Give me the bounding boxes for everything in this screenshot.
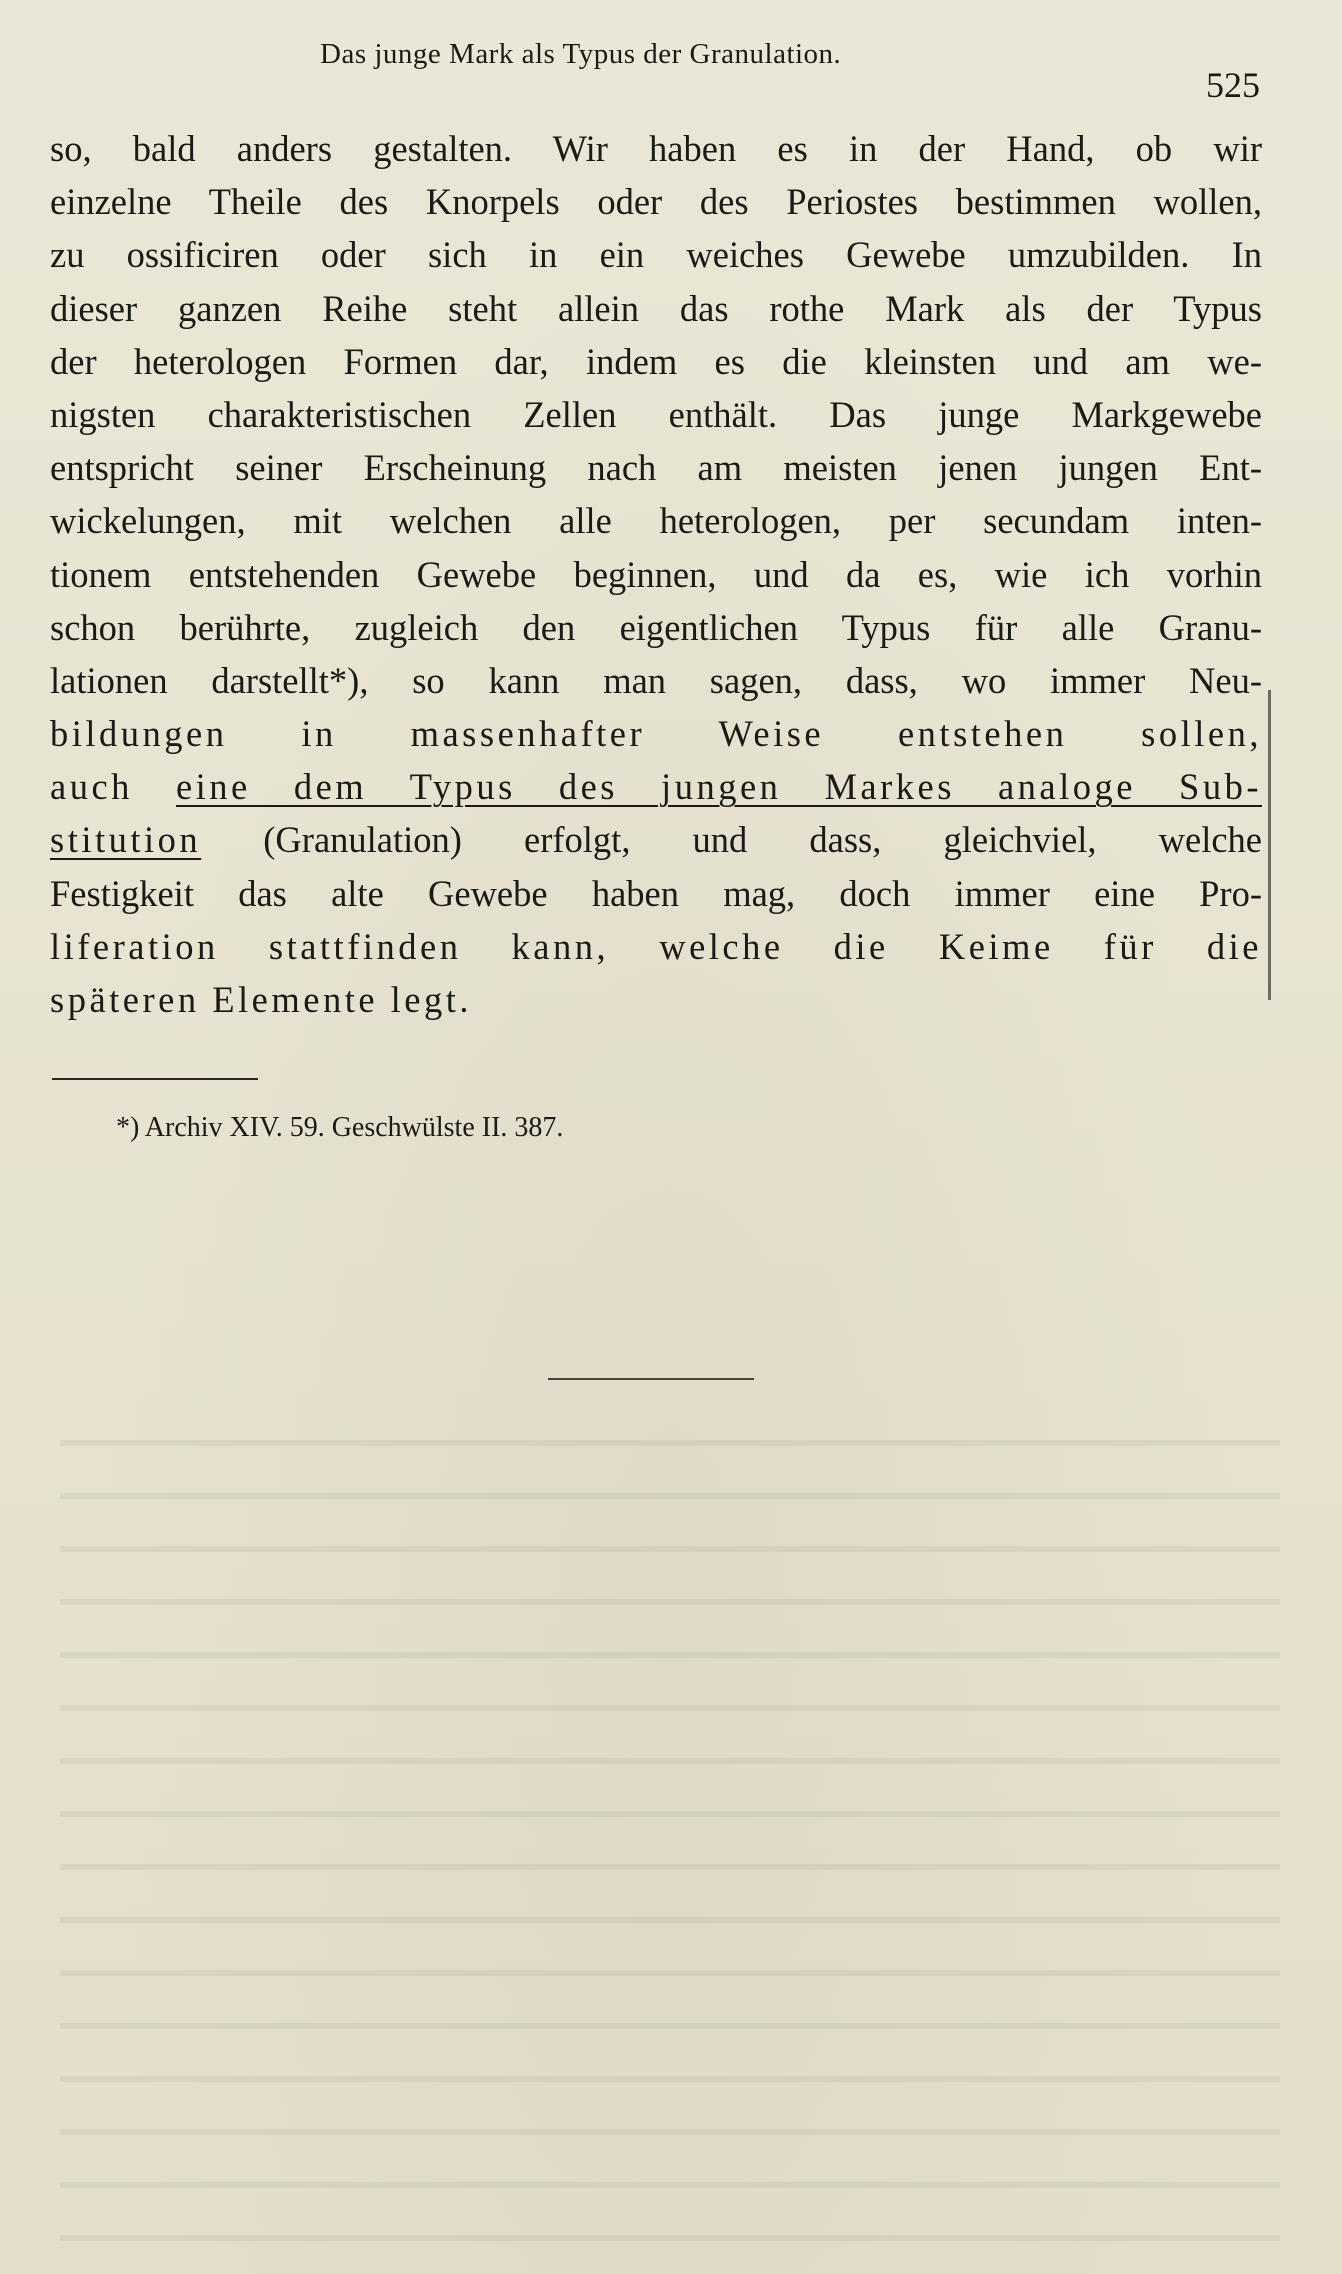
text-line: lationen darstellt*), so kann man sagen, dass, wo immer Neu- xyxy=(50,659,1262,701)
text-line-with-underline xyxy=(50,813,1262,866)
line-prefix: auch xyxy=(50,766,176,808)
text-line: dieser ganzen Reihe steht allein das rothe Mark als der Typus xyxy=(50,287,1262,329)
last-text-line: späteren Elemente legt. xyxy=(50,979,473,1020)
margin-marking xyxy=(1268,690,1271,1000)
line-rest: (Granulation) erfolgt, und dass, gleichviel, welche xyxy=(201,819,1262,861)
footnote: *) Archiv XIV. 59. Geschwülste II. 387. xyxy=(116,1112,564,1143)
running-title: Das junge Mark als Typus der Granulation. xyxy=(320,38,842,70)
section-divider xyxy=(548,1378,754,1380)
text-line: nigsten charakteristischen Zellen enthält. Das junge Markgewebe xyxy=(50,393,1262,435)
page-number: 525 xyxy=(1206,65,1260,105)
main-paragraph xyxy=(50,122,1262,1026)
text-line: wickelungen, mit welchen alle heterologen, per secundam inten- xyxy=(50,500,1262,542)
text-line: einzelne Theile des Knorpels oder des Periostes bestimmen wollen, xyxy=(50,181,1262,223)
text-line: der heterologen Formen dar, indem es die kleinsten und am we- xyxy=(50,340,1262,382)
text-line: zu ossificiren oder sich in ein weiches Gewebe umzubilden. In xyxy=(50,234,1262,276)
show-through-texture xyxy=(60,1410,1280,2250)
text-line-with-underline xyxy=(50,760,1262,813)
underlined-word: stitution xyxy=(50,819,202,861)
footnote-rule xyxy=(52,1078,258,1080)
spaced-text-line: liferation stattfinden kann, welche die Keime für die xyxy=(50,925,1262,967)
text-line: Festigkeit das alte Gewebe haben mag, doch immer eine Pro- xyxy=(50,872,1262,914)
text-line: entspricht seiner Erscheinung nach am meisten jenen jungen Ent- xyxy=(50,447,1262,489)
text-line: tionem entstehenden Gewebe beginnen, und da es, wie ich vorhin xyxy=(50,553,1262,595)
underlined-phrase: eine dem Typus des jungen Markes analoge Sub- xyxy=(175,766,1262,808)
text-line: schon berührte, zugleich den eigentlichen Typus für alle Granu- xyxy=(50,606,1262,648)
text-line: so, bald anders gestalten. Wir haben es in der Hand, ob wir xyxy=(50,128,1262,169)
spaced-text-line: bildungen in massenhafter Weise entstehen sollen, xyxy=(50,713,1262,755)
